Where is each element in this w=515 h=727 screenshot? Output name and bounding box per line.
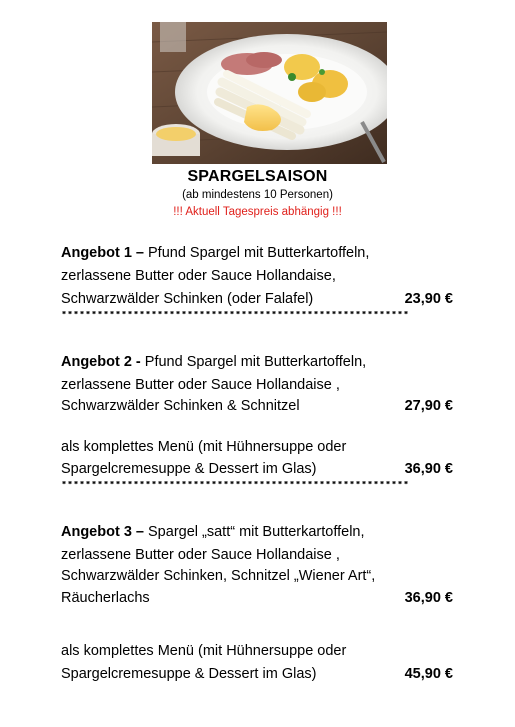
offer-3-label: Angebot 3 – [61, 524, 144, 540]
offer-2-line-2: zerlassene Butter oder Sauce Hollandaise , [61, 377, 340, 393]
asparagus-dish-photo [152, 22, 387, 164]
offer-1-line-1 [61, 243, 369, 263]
price-note: !!! Aktuell Tagespreis abhängig !!! [173, 206, 342, 218]
offer-3-price: 36,90 € [404, 590, 453, 606]
offer-3-line-2: zerlassene Butter oder Sauce Hollandaise , [61, 547, 340, 563]
offer-2-line-1 [61, 352, 366, 372]
page-title: SPARGELSAISON [187, 168, 328, 185]
offer-2-menu-price: 36,90 € [404, 461, 453, 477]
offer-3-text-1: Spargel „satt“ mit Butterkartoffeln, [143, 524, 365, 540]
offer-2-menu-line-2: Spargelcremesuppe & Dessert im Glas) [61, 461, 317, 477]
offer-3-menu-price: 45,90 € [404, 666, 453, 682]
separator: ********************************************************** [61, 481, 410, 492]
offer-2-label: Angebot 2 - [61, 354, 141, 370]
offer-2-text-1: Pfund Spargel mit Butterkartoffeln, [140, 354, 367, 370]
offer-1-line-3: Schwarzwälder Schinken (oder Falafel) [61, 291, 314, 307]
offer-2-price: 27,90 € [404, 398, 453, 414]
subtitle: (ab mindestens 10 Personen) [182, 189, 333, 201]
offer-3-line-3: Schwarzwälder Schinken, Schnitzel „Wiener Art“, [61, 568, 376, 584]
offer-3-menu-line-1: als komplettes Menü (mit Hühnersuppe oder [61, 643, 347, 659]
offer-2-line-3: Schwarzwälder Schinken & Schnitzel [61, 398, 300, 414]
asparagus-dish-illustration [152, 22, 387, 164]
offer-1-line-2: zerlassene Butter oder Sauce Hollandaise, [61, 268, 336, 284]
offer-1-text-1: Pfund Spargel mit Butterkartoffeln, [143, 245, 370, 261]
offer-1-price: 23,90 € [404, 291, 453, 307]
offer-1-label: Angebot 1 – [61, 245, 144, 261]
offer-3-line-1 [61, 522, 365, 542]
separator: ********************************************************** [61, 311, 410, 322]
offer-2-menu-line-1: als komplettes Menü (mit Hühnersuppe oder [61, 439, 347, 455]
offer-3-line-4: Räucherlachs [61, 590, 150, 606]
offer-3-menu-line-2: Spargelcremesuppe & Dessert im Glas) [61, 666, 317, 682]
